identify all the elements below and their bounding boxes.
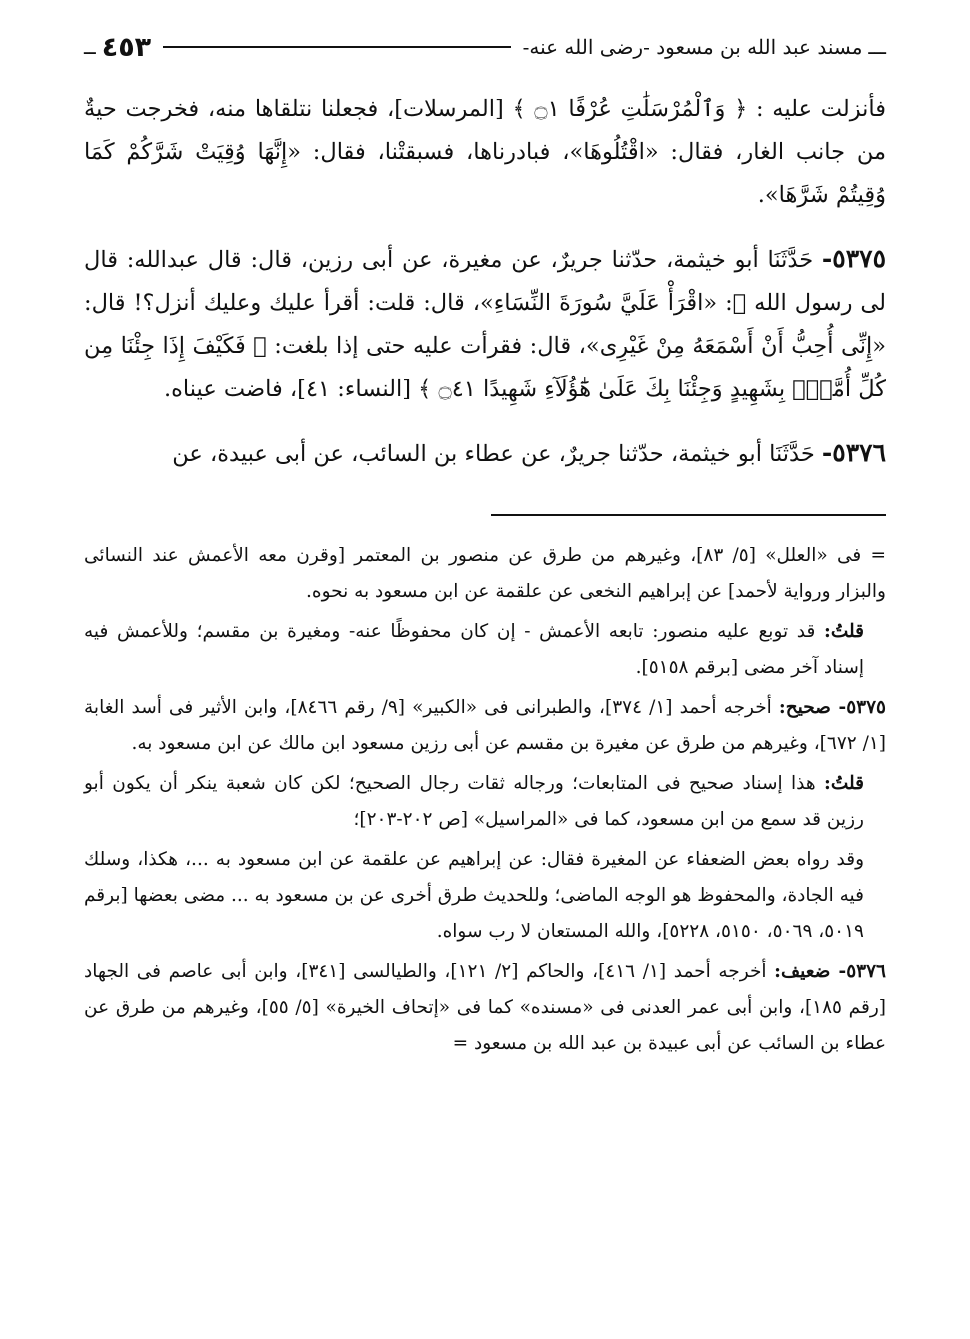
footnote [84,842,886,950]
footnote-separator-wrap [84,514,886,516]
paragraph-text: فأنزلت عليه : ﴿ وَٱلْمُرْسَلَٰتِ عُرْفًا ۝١ ﴾ [المرسلات]، فجعلنا نتلقاها منه، فخرجت حيةٌ من جانب الغار، فقال: «اقْتُلُوهَا»، فبادرناها، فسبقتْنا، فقال: «إِنَّهَا وُقِيَتْ شَرَّكُمْ كَمَا وُقِيتُمْ شَرَّهَا». [84,96,886,208]
footnote-text: قد توبع عليه منصور: تابعه الأعمش - إن كان محفوظًا عنه- ومغيرة بن مقسم؛ وللأعمش فيه إسناد آخر مضى [برقم ٥١٥٨]. [84,621,864,678]
footnote-label: قلتُ: [824,773,864,794]
footnote-label: ٥٣٧٦- ضعيف: [774,961,886,982]
footnotes [84,538,886,1062]
page-number-dash: ــ [84,35,96,59]
footnote [84,766,886,838]
paragraph-text: حَدَّثَنَا أبو خيثمة، حدّثنا جريرٌ، عن مغيرة، عن أبى رزين، قال: قال عبدالله: قال لى رسول الله ﷺ: «اقْرَأْ عَلَيَّ سُورَةَ النِّسَاءِ»، قال: قلت: أقرأ عليك وعليك أنزل؟! قال: «إِنِّى أُحِبُّ أَنْ أَسْمَعَهُ مِنْ غَيْرِى»، قال: فقرأت عليه حتى إذا بلغت: ﴿ فَكَيْفَ إِذَا جِئْنَا مِن كُلِّ أُمَّةٍۭ بِشَهِيدٍ وَجِئْنَا بِكَ عَلَىٰ هَٰٓؤُلَآءِ شَهِيدًا ۝٤١ ﴾ [النساء: ٤١]، فاضت عيناه. [84,247,886,402]
page-header [84,30,886,64]
footnote-text: وقد رواه بعض الضعفاء عن المغيرة فقال: عن إبراهيم عن علقمة عن ابن مسعود به ...، هكذا، وسلك فيه الجادة، والمحفوظ هو الوجه الماضى؛ وللحديث طرق أخرى عن بن مسعود به ... مضى بعضها [برقم ٥٠١٩، ٥٠٦٩، ٥١٥٠، ٥٢٢٨]، والله المستعان لا رب سواه. [84,849,864,942]
footnote [84,614,886,686]
footnote [84,954,886,1062]
header-rule [163,46,510,48]
footnote [84,538,886,610]
footnote-text: = فى «العلل» [٥/ ٨٣]، وغيرهم من طرق عن منصور بن المعتمر [وقرن معه الأعمش عند النسائى والبزار ورواية لأحمد] عن إبراهيم النخعى عن علقمة عن ابن مسعود به نحوه. [84,545,886,602]
header-dash: ـــ [868,35,886,59]
footnote-text: أخرجه أحمد [١/ ٣٧٤]، والطبرانى فى «الكبير» [٩/ رقم ٨٤٦٦]، وابن الأثير فى أسد الغابة [١/ ٦٧٢]، وغيرهم من طرق عن مغيرة بن مقسم عن أبى رزين مسعود ابن مالك عن ابن مسعود به. [84,697,886,754]
footnote-text: هذا إسناد صحيح فى المتابعات؛ ورجاله ثقات رجال الصحيح؛ لكن كان شعبة ينكر أن يكون أبو رزين قد سمع من ابن مسعود، كما فى «المراسيل» [ص ٢٠٢-٢٠٣]؛ [84,773,864,830]
footnote-text: أخرجه أحمد [١/ ٤١٦]، والحاكم [٢/ ١٢١]، والطيالسى [٣٤١]، وابن أبى عاصم فى الجهاد [رقم ١٨٥]، وابن أبى عمر العدنى فى «مسنده» كما فى «إتحاف الخيرة» [٥/ ٥٥]، وغيرهم من طرق عن عطاء بن السائب عن أبى عبيدة بن عبد الله بن مسعود = [84,961,886,1054]
footnote-label: قلتُ: [824,621,864,642]
footnote-separator [491,514,886,516]
main-paragraph [84,237,886,411]
main-paragraph [84,431,886,476]
footnote [84,690,886,762]
page-number: ٤٥٣ [101,31,152,63]
footnote-label: ٥٣٧٥- صحيح: [778,697,886,718]
main-paragraph [84,86,886,217]
running-title: مسند عبد الله بن مسعود -رضى الله عنه- [522,35,863,59]
hadith-number: ٥٣٧٦- [821,438,886,467]
main-text [84,86,886,476]
paragraph-text: حَدَّثَنَا أبو خيثمة، حدّثنا جريرٌ، عن عطاء بن السائب، عن أبى عبيدة، عن [172,441,815,467]
hadith-number: ٥٣٧٥- [821,244,887,273]
